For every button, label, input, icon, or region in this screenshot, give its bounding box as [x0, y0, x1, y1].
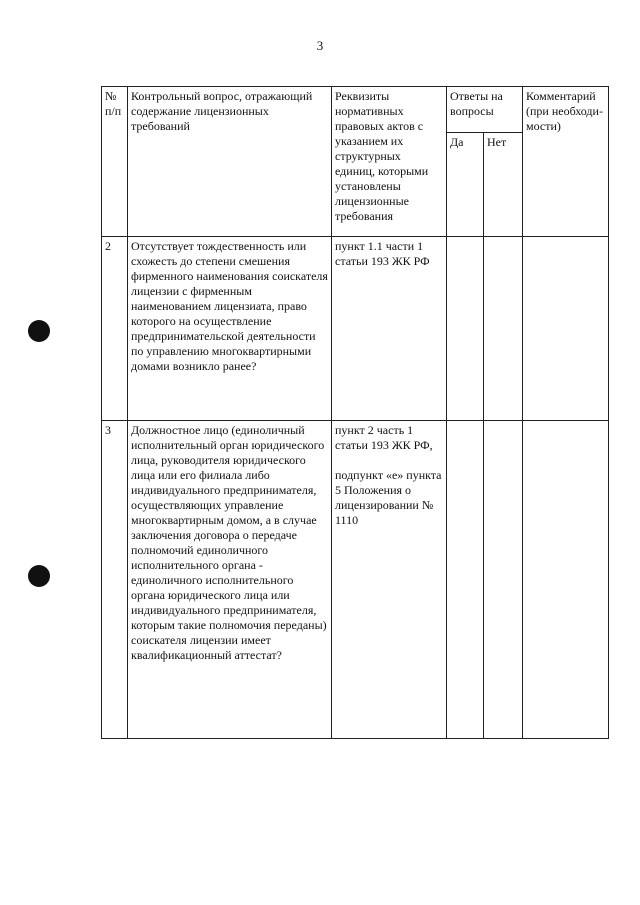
answer-yes-cell[interactable] [447, 421, 484, 739]
comment-cell[interactable] [523, 237, 609, 421]
header-answers: Ответы на вопросы [447, 87, 523, 133]
header-no: Нет [484, 133, 523, 237]
answer-no-cell[interactable] [484, 237, 523, 421]
row-question: Должностное лицо (единоличный исполнительный орган юридического лица, руководителя юридического лица или его филиала либо индивидуального предпринимателя, осуществляющих управление многоквартирным домом, а в случае заключения договора о передаче полномочий единоличного исполнительного органа - единоличного исполнительного органа юридического лица или индивидуального предпринимателя, которым такие полномочия переданы) соискателя лицензии имеет квалификационный аттестат? [128, 421, 332, 739]
header-yes: Да [447, 133, 484, 237]
header-question: Контрольный вопрос, отражающий содержание лицензионных требований [128, 87, 332, 237]
row-requisites [332, 421, 447, 739]
header-requisites: Реквизиты нормативных правовых актов с указанием их структурных единиц, которыми установлены лицензионные требования [332, 87, 447, 237]
punch-hole-top [28, 320, 50, 342]
row-question: Отсутствует тождественность или схожесть до степени смешения фирменного наименования соискателя лицензии с фирменным наименованием лицензиата, право которого на осуществление предпринимательской деятельности по управлению многоквартирными домами возникло ранее? [128, 237, 332, 421]
row-requisites [332, 237, 447, 421]
header-comment: Комментарий (при необходи-мости) [523, 87, 609, 237]
punch-hole-bottom [28, 565, 50, 587]
table-row [102, 421, 609, 739]
header-number: № п/п [102, 87, 128, 237]
answer-yes-cell[interactable] [447, 237, 484, 421]
comment-cell[interactable] [523, 421, 609, 739]
row-number: 3 [102, 421, 128, 739]
checklist-table [101, 86, 609, 739]
row-number: 2 [102, 237, 128, 421]
page-number: 3 [316, 38, 324, 53]
requisite-text: пункт 2 часть 1 статьи 193 ЖК РФ, [335, 423, 433, 452]
answer-no-cell[interactable] [484, 421, 523, 739]
requisite-text: подпункт «е» пункта 5 Положения о лицензировании № 1110 [335, 468, 442, 527]
table-row [102, 237, 609, 421]
requisite-text: пункт 1.1 части 1 статьи 193 ЖК РФ [335, 239, 430, 268]
header-row [102, 87, 609, 133]
